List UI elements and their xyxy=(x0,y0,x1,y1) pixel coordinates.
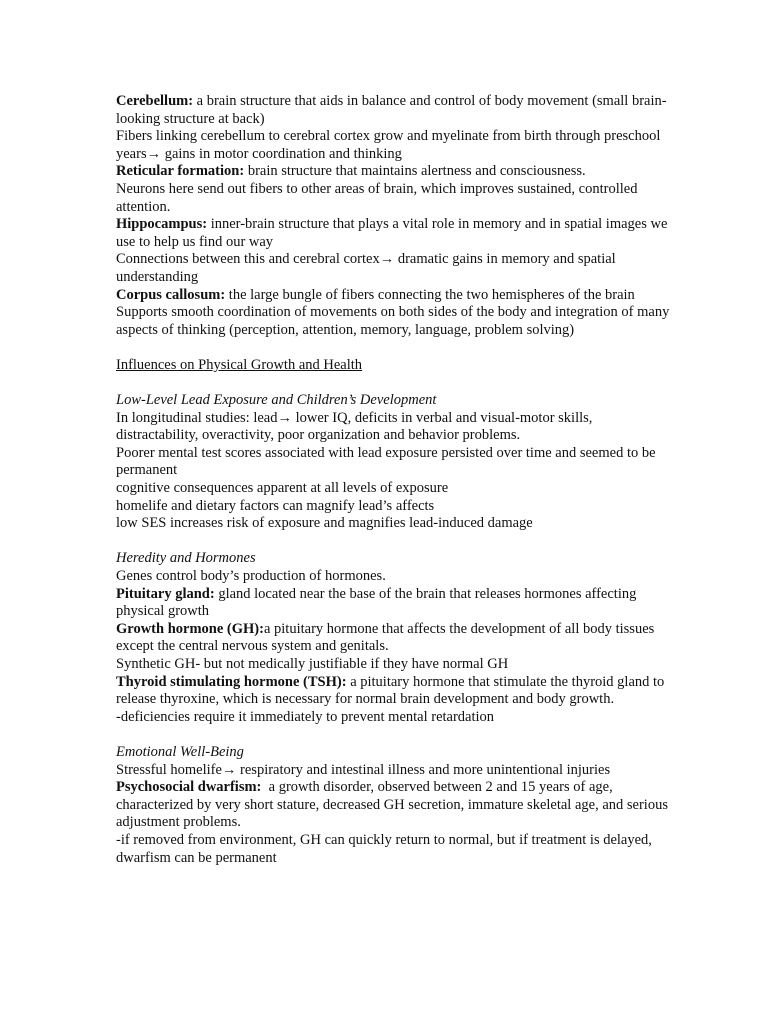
hippocampus-note: Connections between this and cerebral cortex→ dramatic gains in memory and spatial understanding xyxy=(116,251,616,285)
section-heading: Influences on Physical Growth and Health xyxy=(116,356,363,373)
corpus-definition: Corpus callosum: the large bungle of fibers connecting the two hemispheres of the brain xyxy=(116,286,635,303)
term-psychosocial-dwarfism: Psychosocial dwarfism: xyxy=(116,779,262,796)
emotional-heading: Emotional Well-Being xyxy=(116,743,244,760)
dwarfism-definition: Psychosocial dwarfism: a growth disorder, observed between 2 and 15 years of age, characterized by very short stature, decreased GH secretion, immature skeletal age, and serious adjustment problems. xyxy=(116,779,672,831)
lead-line-5: low SES increases risk of exposure and magnifies lead-induced damage xyxy=(116,515,533,532)
gh-definition: Growth hormone (GH):a pituitary hormone that affects the development of all body tissues except the central nervous system and genitals. xyxy=(116,620,655,655)
synthetic-gh-note: Synthetic GH- but not medically justifiable if they have normal GH xyxy=(116,656,509,672)
lead-line-3: cognitive consequences apparent at all levels of exposure xyxy=(116,480,449,497)
spacer xyxy=(116,375,676,393)
term-reticular: Reticular formation: xyxy=(116,163,245,180)
spacer xyxy=(116,533,676,551)
term-corpus-callosum: Corpus callosum: xyxy=(116,286,226,303)
arrow-icon: → xyxy=(221,761,237,778)
document-page xyxy=(116,93,676,867)
lead-line-1: In longitudinal studies: lead→ lower IQ, deficits in verbal and visual-motor skills, distractability, overactivity, poor organization and behavior problems. xyxy=(116,409,593,444)
term-cerebellum: Cerebellum: xyxy=(116,93,194,109)
spacer xyxy=(116,339,676,357)
deficiencies-note: -deficiencies require it immediately to prevent mental retardation xyxy=(116,708,495,725)
lead-line-2: Poorer mental test scores associated with lead exposure persisted over time and seemed to be permanent xyxy=(116,444,656,479)
cerebellum-definition: Cerebellum: a brain structure that aids in balance and control of body movement (small brain-looking structure at back) xyxy=(116,93,667,127)
arrow-icon: → xyxy=(277,409,292,426)
term-hippocampus: Hippocampus: xyxy=(116,216,208,233)
heredity-intro: Genes control body’s production of hormones. xyxy=(116,568,386,585)
reticular-definition: Reticular formation: brain structure that maintains alertness and consciousness. xyxy=(116,163,586,180)
heredity-heading: Heredity and Hormones xyxy=(116,550,256,567)
reticular-note: Neurons here send out fibers to other areas of brain, which improves sustained, controlled attention. xyxy=(116,180,638,215)
spacer xyxy=(116,726,676,744)
term-tsh: Thyroid stimulating hormone (TSH): xyxy=(116,673,347,690)
term-pituitary: Pituitary gland: xyxy=(116,585,215,602)
emotional-line-1: Stressful homelife→ respiratory and intestinal illness and more unintentional injuries xyxy=(116,761,611,778)
lead-heading: Low-Level Lead Exposure and Children’s Development xyxy=(116,392,437,409)
tsh-definition: Thyroid stimulating hormone (TSH): a pituitary hormone that stimulate the thyroid gland to release thyroxine, which is necessary for normal brain development and body growth. xyxy=(116,673,665,708)
term-growth-hormone: Growth hormone (GH): xyxy=(116,620,264,637)
lead-line-4: homelife and dietary factors can magnify lead’s affects xyxy=(116,497,435,514)
cerebellum-note: Fibers linking cerebellum to cerebral cortex grow and myelinate from birth through preschool years→ gains in motor coordination and thinking xyxy=(116,128,661,162)
dwarfism-note: -if removed from environment, GH can quickly return to normal, but if treatment is delayed, dwarfism can be permanent xyxy=(116,831,652,866)
arrow-icon: → xyxy=(379,251,395,268)
hippocampus-definition: Hippocampus: inner-brain structure that plays a vital role in memory and in spatial images we use to help us find our way xyxy=(116,216,668,250)
pituitary-definition: Pituitary gland: gland located near the base of the brain that releases hormones affecting physical growth xyxy=(116,585,637,620)
arrow-icon: → xyxy=(146,145,162,162)
corpus-note: Supports smooth coordination of movements on both sides of the body and integration of many aspects of thinking (perception, attention, memory, language, problem solving) xyxy=(116,304,670,338)
